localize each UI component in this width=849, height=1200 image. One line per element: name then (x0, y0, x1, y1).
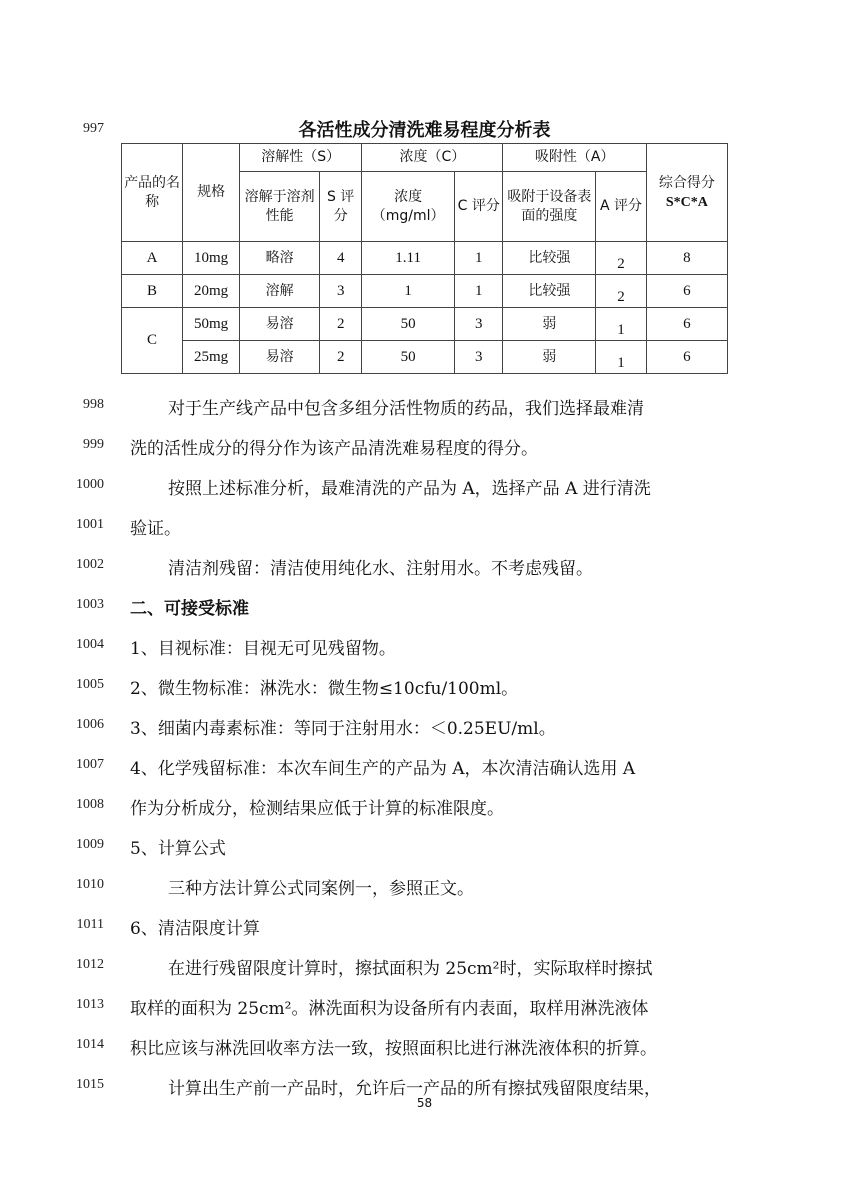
cell-c-score: 3 (455, 341, 503, 374)
cell-total: 6 (646, 308, 727, 341)
line-number: 1009 (76, 837, 104, 852)
paragraph-line: 三种方法计算公式同案例一，参照正文。 (168, 879, 474, 899)
cell-s-score: 4 (320, 242, 362, 275)
cell-s-score: 3 (320, 275, 362, 308)
cell-spec: 25mg (183, 341, 240, 374)
paragraph-line: 清洁剂残留：清洁使用纯化水、注射用水。不考虑残留。 (168, 559, 593, 579)
cleaning-difficulty-table (121, 143, 728, 374)
cell-c-score: 1 (455, 275, 503, 308)
line-number: 1014 (76, 1037, 104, 1052)
cell-total: 6 (646, 341, 727, 374)
cell-adsorption: 比较强 (503, 242, 596, 275)
cell-a-score-value: 2 (617, 288, 625, 305)
header-a-score: A 评分 (596, 172, 647, 242)
cell-concentration: 50 (362, 341, 455, 374)
table-row (122, 341, 728, 374)
cell-a-score (596, 275, 647, 308)
line-number: 998 (83, 397, 104, 412)
cell-solubility: 易溶 (240, 341, 320, 374)
paragraph-line: 取样的面积为 25cm²。淋洗面积为设备所有内表面，取样用淋洗液体 (130, 999, 649, 1019)
list-item: 6、清洁限度计算 (130, 919, 260, 939)
line-number: 1001 (76, 517, 104, 532)
cell-adsorption: 弱 (503, 308, 596, 341)
line-number: 1007 (76, 757, 104, 772)
header-solubility: 溶解性（S） (240, 144, 362, 172)
header-total-score (646, 144, 727, 242)
cell-spec: 50mg (183, 308, 240, 341)
cell-adsorption: 弱 (503, 341, 596, 374)
table-row (122, 308, 728, 341)
table-title: 各活性成分清洗难易程度分析表 (298, 120, 551, 141)
cell-solubility: 易溶 (240, 308, 320, 341)
line-number: 1008 (76, 797, 104, 812)
section-heading: 二、可接受标准 (130, 599, 249, 619)
line-number: 1003 (76, 597, 104, 612)
header-adsorption: 吸附性（A） (503, 144, 646, 172)
line-number: 1010 (76, 877, 104, 892)
line-number: 1012 (76, 957, 104, 972)
cell-spec: 10mg (183, 242, 240, 275)
cell-c-score: 1 (455, 242, 503, 275)
cell-solubility: 略溶 (240, 242, 320, 275)
cell-a-score (596, 242, 647, 275)
line-number: 1015 (76, 1077, 104, 1092)
list-item: 1、目视标准：目视无可见残留物。 (130, 639, 396, 659)
paragraph-line: 验证。 (130, 519, 181, 539)
cell-product: B (122, 275, 183, 308)
cell-a-score-value: 2 (617, 255, 625, 272)
paragraph-line: 按照上述标准分析，最难清洗的产品为 A，选择产品 A 进行清洗 (168, 479, 651, 499)
header-concentration-unit: 浓度（mg/ml） (362, 172, 455, 242)
line-number: 1005 (76, 677, 104, 692)
header-spec: 规格 (183, 144, 240, 242)
page-number: 58 (416, 1096, 433, 1110)
header-c-score: C 评分 (455, 172, 503, 242)
header-product-name: 产品的名称 (122, 144, 183, 242)
line-number: 1006 (76, 717, 104, 732)
paragraph-line: 积比应该与淋洗回收率方法一致，按照面积比进行淋洗液体积的折算。 (130, 1039, 657, 1059)
header-concentration: 浓度（C） (362, 144, 503, 172)
line-number: 1004 (76, 637, 104, 652)
cell-total: 8 (646, 242, 727, 275)
list-item: 4、化学残留标准：本次车间生产的产品为 A，本次清洁确认选用 A (130, 759, 636, 779)
cell-a-score-value: 1 (617, 354, 625, 371)
paragraph-line: 洗的活性成分的得分作为该产品清洗难易程度的得分。 (130, 439, 538, 459)
table-row (122, 275, 728, 308)
cell-concentration: 1 (362, 275, 455, 308)
list-item: 3、细菌内毒素标准：等同于注射用水：＜0.25EU/ml。 (130, 719, 556, 739)
cell-a-score (596, 308, 647, 341)
cell-a-score-value: 1 (617, 321, 625, 338)
cell-product: A (122, 242, 183, 275)
header-total-label: 综合得分 (658, 174, 715, 191)
cell-c-score: 3 (455, 308, 503, 341)
list-item: 2、微生物标准：淋洗水：微生物≤10cfu/100ml。 (130, 679, 519, 699)
cell-concentration: 50 (362, 308, 455, 341)
header-total-formula: S*C*A (665, 194, 708, 210)
header-adsorption-strength: 吸附于设备表面的强度 (503, 172, 596, 242)
cell-concentration: 1.11 (362, 242, 455, 275)
paragraph-line: 在进行残留限度计算时，擦拭面积为 25cm²时，实际取样时擦拭 (168, 959, 653, 979)
paragraph-line: 对于生产线产品中包含多组分活性物质的药品，我们选择最难清 (168, 399, 644, 419)
cell-a-score (596, 341, 647, 374)
line-number: 1011 (76, 917, 104, 932)
cell-solubility: 溶解 (240, 275, 320, 308)
header-solvent-solubility: 溶解于溶剂性能 (240, 172, 320, 242)
paragraph-line: 计算出生产前一产品时，允许后一产品的所有擦拭残留限度结果， (168, 1079, 661, 1099)
table-row (122, 242, 728, 275)
cell-adsorption: 比较强 (503, 275, 596, 308)
line-number: 997 (83, 121, 104, 136)
cell-s-score: 2 (320, 308, 362, 341)
header-s-score: S 评分 (320, 172, 362, 242)
line-number: 1002 (76, 557, 104, 572)
cell-total: 6 (646, 275, 727, 308)
cell-product: C (122, 308, 183, 374)
list-item: 5、计算公式 (130, 839, 226, 859)
cell-s-score: 2 (320, 341, 362, 374)
line-number: 999 (83, 437, 104, 452)
line-number: 1013 (76, 997, 104, 1012)
cell-spec: 20mg (183, 275, 240, 308)
line-number: 1000 (76, 477, 104, 492)
paragraph-line: 作为分析成分，检测结果应低于计算的标准限度。 (130, 799, 504, 819)
